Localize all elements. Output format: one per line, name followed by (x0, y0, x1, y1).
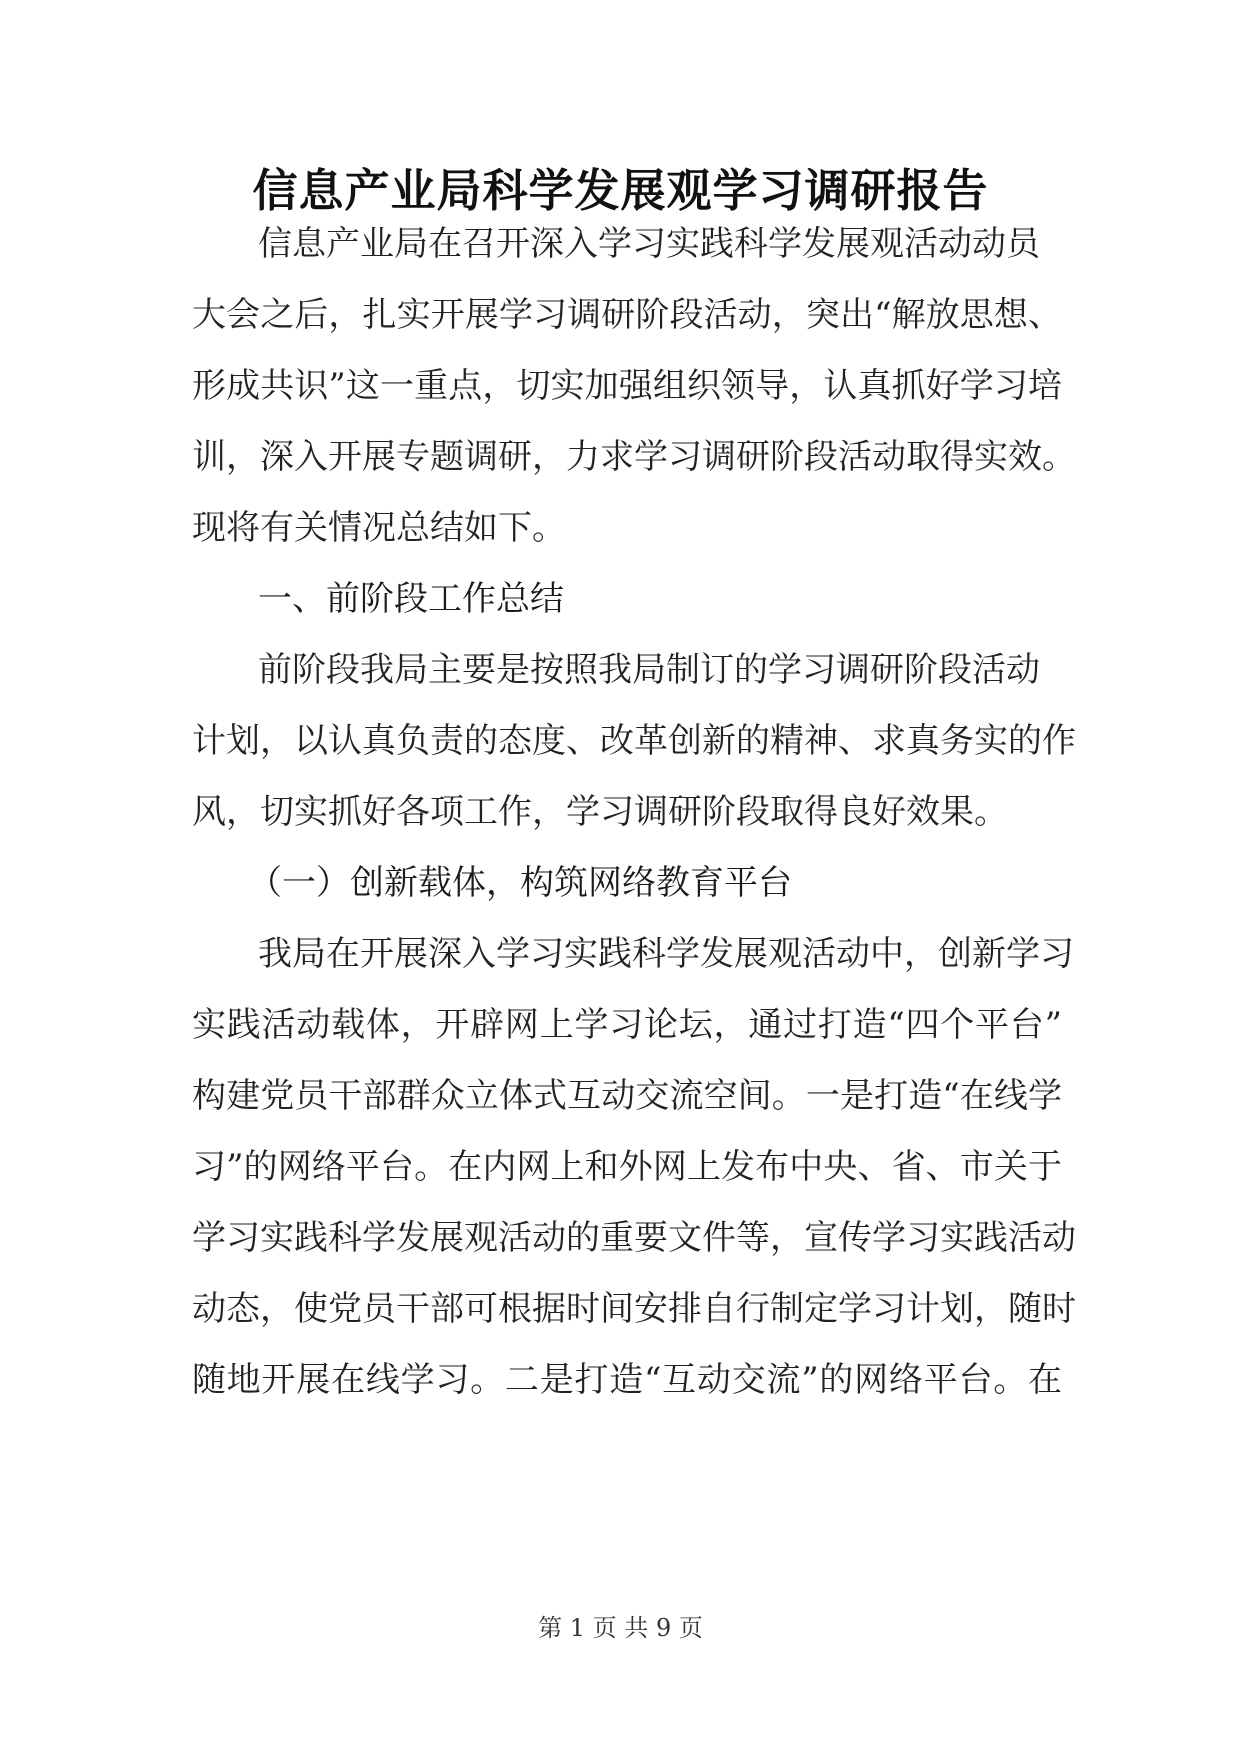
paragraph-line: 信息产业局在召开深入学习实践科学发展观活动动员 (258, 224, 1040, 264)
section-heading: 一、前阶段工作总结 (258, 579, 564, 619)
paragraph-line: 现将有关情况总结如下。 (192, 508, 566, 548)
page-footer: 第 1 页 共 9 页 (538, 1614, 703, 1642)
paragraph-line: 前阶段我局主要是按照我局制订的学习调研阶段活动 (258, 650, 1040, 690)
paragraph-line: 我局在开展深入学习实践科学发展观活动中，创新学习 (258, 934, 1074, 974)
paragraph-line: 实践活动载体，开辟网上学习论坛，通过打造“四个平台” (192, 1005, 1062, 1045)
paragraph-line: 计划，以认真负责的态度、改革创新的精神、求真务实的作 (192, 721, 1076, 761)
paragraph-line: 学习实践科学发展观活动的重要文件等，宣传学习实践活动 (192, 1218, 1076, 1258)
paragraph-line: 形成共识”这一重点，切实加强组织领导，认真抓好学习培 (192, 366, 1062, 406)
paragraph-line: 习”的网络平台。在内网上和外网上发布中央、省、市关于 (192, 1147, 1062, 1187)
document-title: 信息产业局科学发展观学习调研报告 (252, 164, 989, 217)
paragraph-line: 随地开展在线学习。二是打造“互动交流”的网络平台。在 (192, 1360, 1062, 1400)
subsection-heading: （一）创新载体，构筑网络教育平台 (248, 863, 792, 903)
paragraph-line: 训，深入开展专题调研，力求学习调研阶段活动取得实效。 (192, 437, 1076, 477)
paragraph-line: 构建党员干部群众立体式互动交流空间。一是打造“在线学 (192, 1076, 1062, 1116)
paragraph-line: 风，切实抓好各项工作，学习调研阶段取得良好效果。 (192, 792, 1008, 832)
paragraph-line: 大会之后，扎实开展学习调研阶段活动，突出“解放思想、 (192, 295, 1062, 335)
paragraph-line: 动态，使党员干部可根据时间安排自行制定学习计划，随时 (192, 1289, 1076, 1329)
